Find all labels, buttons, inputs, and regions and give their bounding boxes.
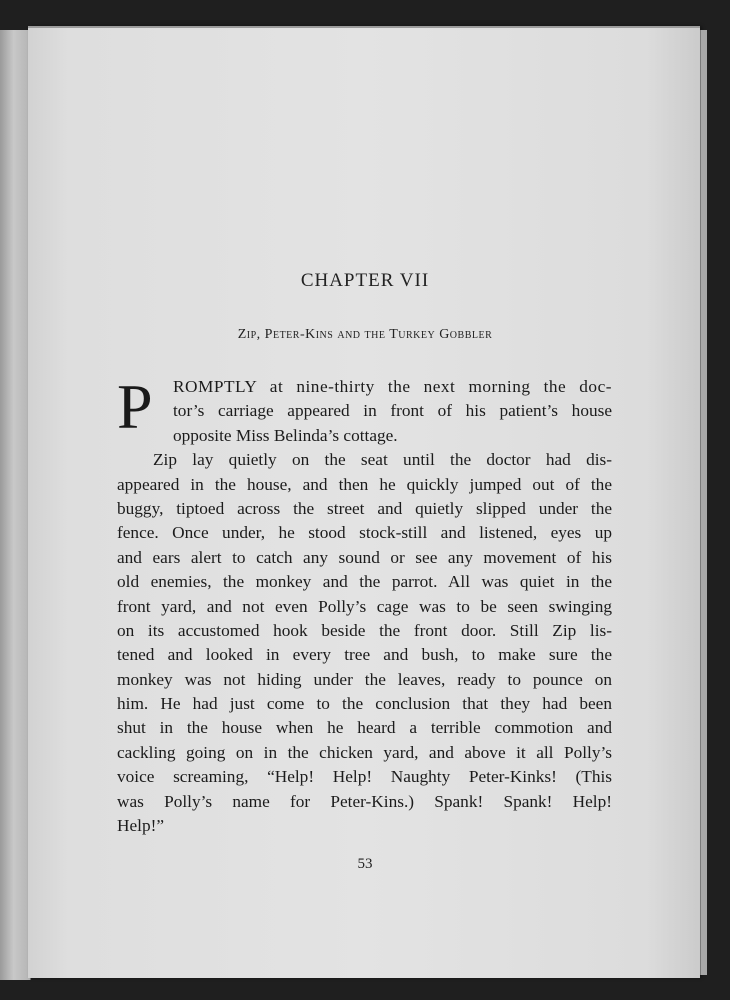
text-line: monkey was not hiding under the leaves, ready to pounce on <box>117 669 612 689</box>
paragraph-1 <box>117 371 612 448</box>
text-line: on its accustomed hook beside the front door. Still Zip lis- <box>117 620 612 640</box>
text-line: tor’s carriage appeared in front of his patient’s house <box>173 401 612 421</box>
text-line: shut in the house when he heard a terrible commotion and <box>117 718 612 738</box>
body-text <box>117 371 612 838</box>
text-line: voice screaming, “Help! Help! Naughty Peter-Kinks! (This <box>117 767 612 787</box>
text-line: him. He had just come to the conclusion that they had been <box>117 694 612 714</box>
page-number: 53 <box>357 856 373 872</box>
chapter-title: CHAPTER VII <box>300 270 430 291</box>
drop-cap: P <box>117 371 153 442</box>
text-line: tened and looked in every tree and bush, to make sure the <box>117 645 612 665</box>
text-line: was Polly’s name for Peter-Kins.) Spank! Spank! Help! <box>117 791 612 811</box>
page-fore-edge <box>700 30 707 975</box>
text-line: opposite Miss Belinda’s cottage. <box>173 425 398 445</box>
text-line: appeared in the house, and then he quickly jumped out of the <box>117 474 612 494</box>
text-line: Zip lay quietly on the seat until the doctor had dis- <box>153 450 612 470</box>
text-line: ROMPTLY at nine-thirty the next morning the doc- <box>173 377 612 396</box>
text-line: buggy, tiptoed across the street and quietly slipped under the <box>117 498 612 518</box>
text-line: fence. Once under, he stood stock-still and listened, eyes up <box>117 523 612 543</box>
text-line: cackling going on in the chicken yard, and above it all Polly’s <box>117 742 612 762</box>
text-line: and ears alert to catch any sound or see any movement of his <box>117 547 612 567</box>
chapter-subtitle: Zip, Peter-Kins and the Turkey Gobbler <box>237 327 493 342</box>
text-line: front yard, and not even Polly’s cage was to be seen swinging <box>117 596 612 616</box>
text-line: Help!” <box>117 816 165 836</box>
facing-page-edge <box>0 30 31 980</box>
text-line: old enemies, the monkey and the parrot. All was quiet in the <box>117 572 612 592</box>
paragraph-2 <box>117 448 612 838</box>
